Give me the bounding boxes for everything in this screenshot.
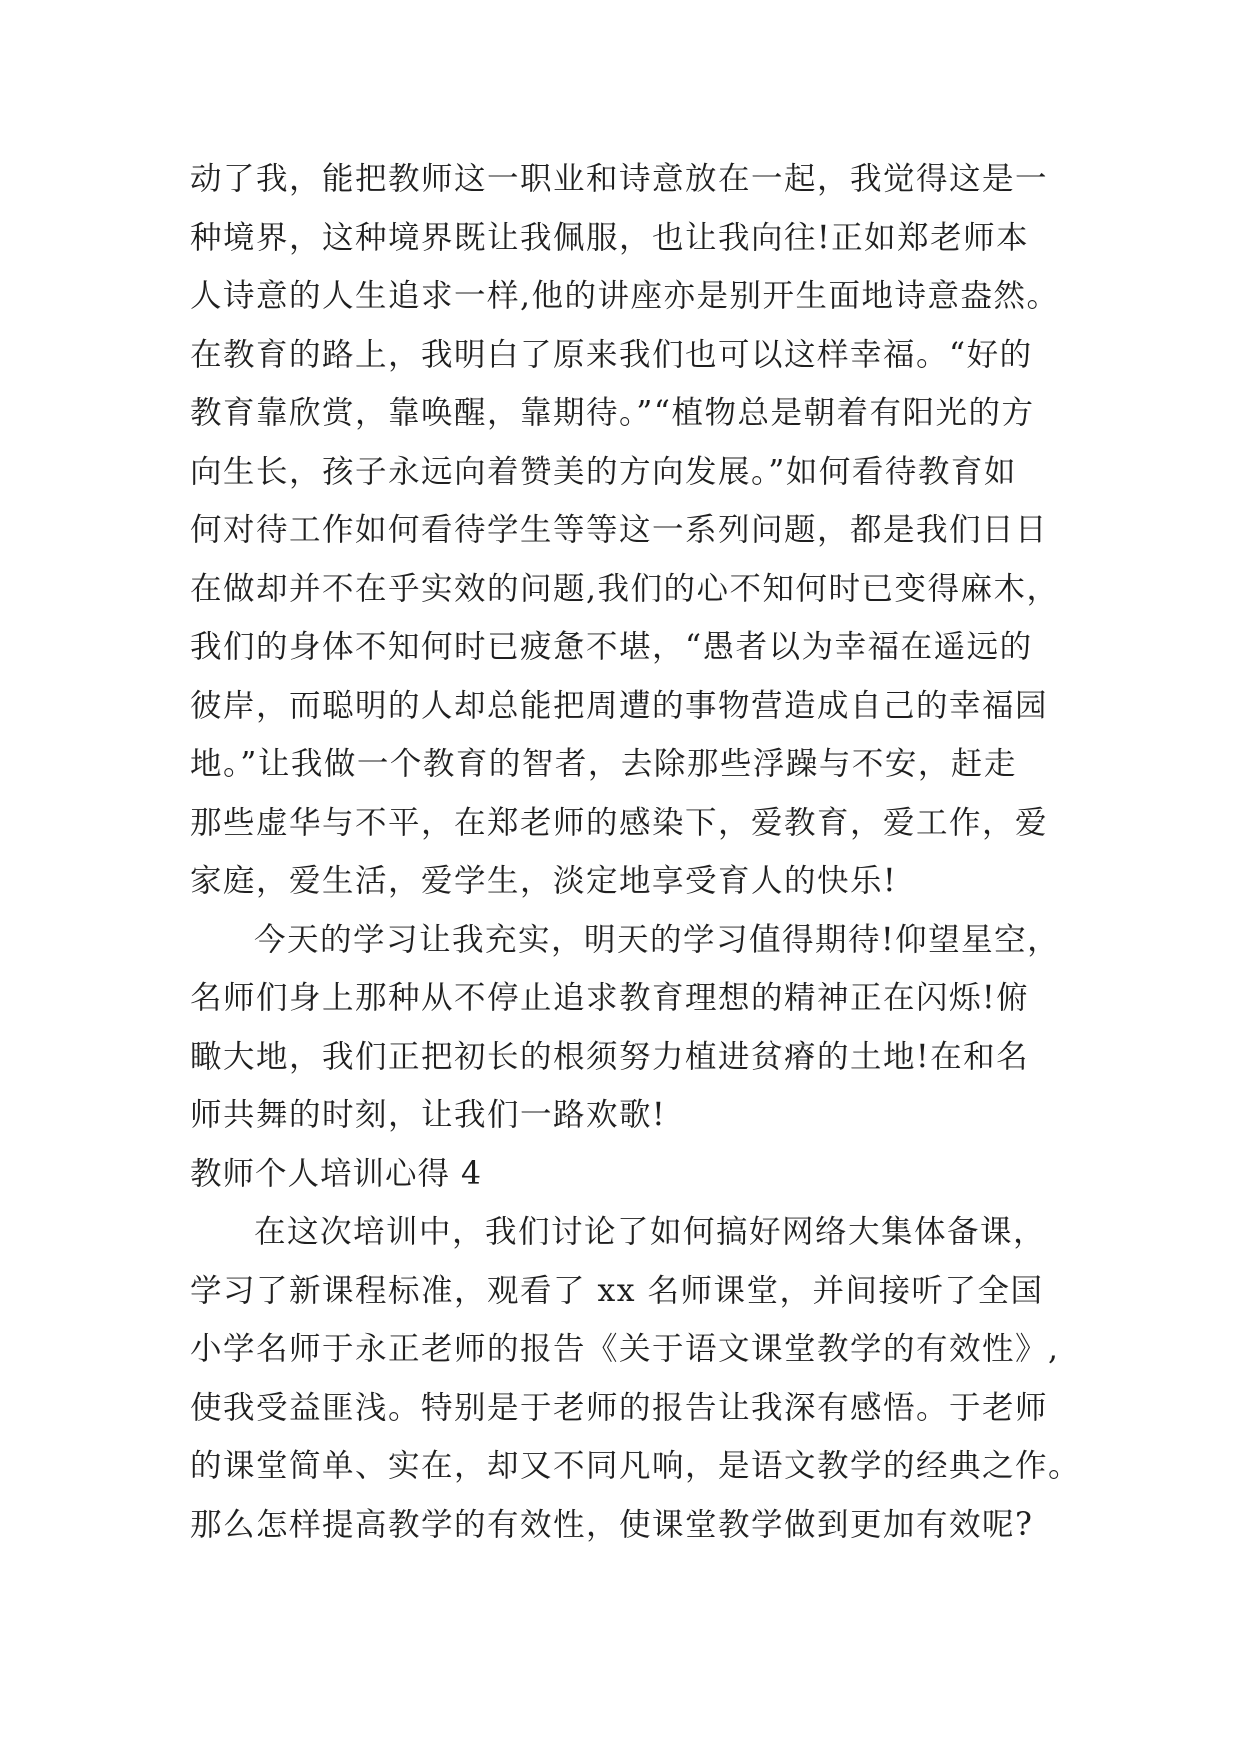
text-line: 向生长，孩子永远向着赞美的方向发展。”如何看待教育如 xyxy=(190,453,1017,490)
text-line: 那么怎样提高教学的有效性，使课堂教学做到更加有效呢? xyxy=(190,1506,1034,1543)
text-line: 家庭，爱生活，爱学生，淡定地享受育人的快乐! xyxy=(190,863,898,899)
text-line: 彼岸，而聪明的人却总能把周遭的事物营造成自己的幸福园 xyxy=(190,687,1049,724)
section-heading: 教师个人培训心得 4 xyxy=(190,1155,483,1192)
text-line: 我们的身体不知何时已疲惫不堪，“愚者以为幸福在遥远的 xyxy=(190,629,1033,665)
text-line: 人诗意的人生追求一样,他的讲座亦是别开生面地诗意盎然。 xyxy=(190,278,1060,314)
text-line: 小学名师于永正老师的报告《关于语文课堂教学的有效性》, xyxy=(190,1331,1060,1367)
text-line: 今天的学习让我充实，明天的学习值得期待!仰望星空， xyxy=(254,921,1061,958)
text-line: 学习了新课程标准，观看了 xx 名师课堂，并间接听了全国 xyxy=(190,1272,1044,1309)
text-line: 瞰大地，我们正把初长的根须努力植进贫瘠的土地!在和名 xyxy=(190,1038,1030,1075)
text-line: 使我受益匪浅。特别是于老师的报告让我深有感悟。于老师 xyxy=(190,1389,1049,1426)
text-line: 在做却并不在乎实效的问题,我们的心不知何时已变得麻木， xyxy=(190,570,1060,607)
text-line: 动了我，能把教师这一职业和诗意放在一起，我觉得这是一 xyxy=(190,161,1049,197)
text-line: 在这次培训中，我们讨论了如何搞好网络大集体备课， xyxy=(254,1214,1047,1250)
text-line: 名师们身上那种从不停止追求教育理想的精神正在闪烁!俯 xyxy=(190,980,1030,1016)
document-page xyxy=(190,150,1082,1554)
paragraph-1 xyxy=(190,150,1070,911)
text-line: 在教育的路上，我明白了原来我们也可以这样幸福。“好的 xyxy=(190,336,1033,373)
text-line: 师共舞的时刻，让我们一路欢歌! xyxy=(190,1097,667,1133)
text-line: 的课堂简单、实在，却又不同凡响，是语文教学的经典之作。 xyxy=(190,1448,1082,1484)
text-line: 那些虚华与不平，在郑老师的感染下，爱教育，爱工作，爱 xyxy=(190,804,1049,841)
text-line: 何对待工作如何看待学生等等这一系列问题，都是我们日日 xyxy=(190,512,1049,548)
paragraph-2 xyxy=(190,911,1070,1145)
paragraph-3 xyxy=(190,1203,1082,1554)
text-line: 教育靠欣赏，靠唤醒，靠期待。”“植物总是朝着有阳光的方 xyxy=(190,395,1035,431)
text-line: 种境界，这种境界既让我佩服，也让我向往!正如郑老师本 xyxy=(190,219,1030,256)
text-line: 地。”让我做一个教育的智者，去除那些浮躁与不安，赶走 xyxy=(190,746,1017,782)
